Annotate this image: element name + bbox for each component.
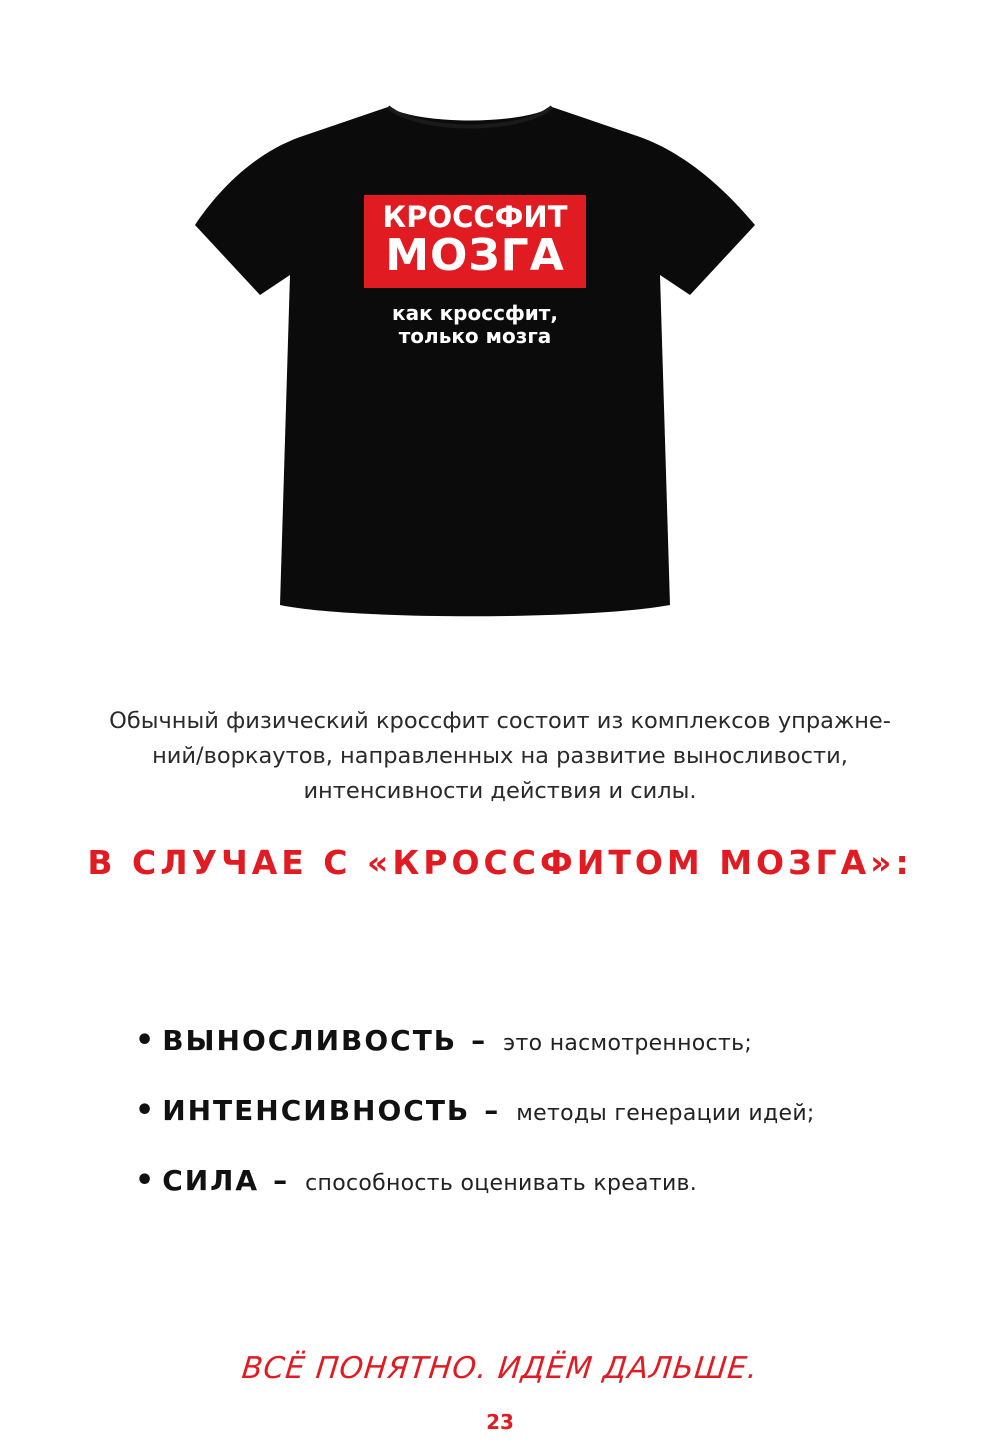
shirt-print-line1: КРОССФИТ	[382, 200, 568, 234]
list-item	[135, 1163, 955, 1233]
tshirt-icon	[170, 85, 770, 645]
list-item	[135, 1093, 955, 1163]
shirt-print-red-box	[364, 195, 586, 288]
bullet-term: ИНТЕНСИВНОСТЬ	[162, 1094, 471, 1127]
footer-note: ВСЁ ПОНЯТНО. ИДЁМ ДАЛЬШЕ.	[240, 1351, 760, 1386]
page-number: 23	[486, 1410, 514, 1434]
intro-line: ний/воркаутов, направленных на развитие выносливости,	[152, 742, 848, 769]
bullet-description: способность оценивать креатив.	[305, 1171, 698, 1196]
tshirt-image	[170, 85, 770, 645]
list-item	[135, 1023, 955, 1093]
bullet-description: методы генерации идей;	[516, 1101, 815, 1126]
shirt-print-line2: МОЗГА	[385, 230, 565, 281]
bullet-term: СИЛА	[162, 1164, 260, 1197]
intro-line: интенсивности действия и силы.	[303, 777, 697, 804]
bullet-icon: •	[135, 1163, 155, 1198]
bullet-list	[135, 1023, 955, 1233]
bullet-icon: •	[135, 1023, 155, 1058]
shirt-print-sub-line1: как кроссфит,	[392, 301, 558, 325]
bullet-dash: –	[273, 1164, 288, 1197]
shirt-print-sub-line2: только мозга	[398, 324, 552, 348]
intro-line: Обычный физический кроссфит состоит из комплексов упражне-	[109, 708, 891, 734]
bullet-dash: –	[471, 1024, 486, 1057]
bullet-description: это насмотренность;	[503, 1031, 753, 1056]
bullet-icon: •	[135, 1093, 155, 1128]
bullet-term: ВЫНОСЛИВОСТЬ	[162, 1024, 458, 1057]
section-heading: В СЛУЧАЕ С «КРОССФИТОМ МОЗГА»:	[87, 843, 913, 882]
bullet-dash: –	[484, 1094, 499, 1127]
shirt-print	[360, 195, 590, 348]
intro-paragraph	[40, 704, 960, 809]
